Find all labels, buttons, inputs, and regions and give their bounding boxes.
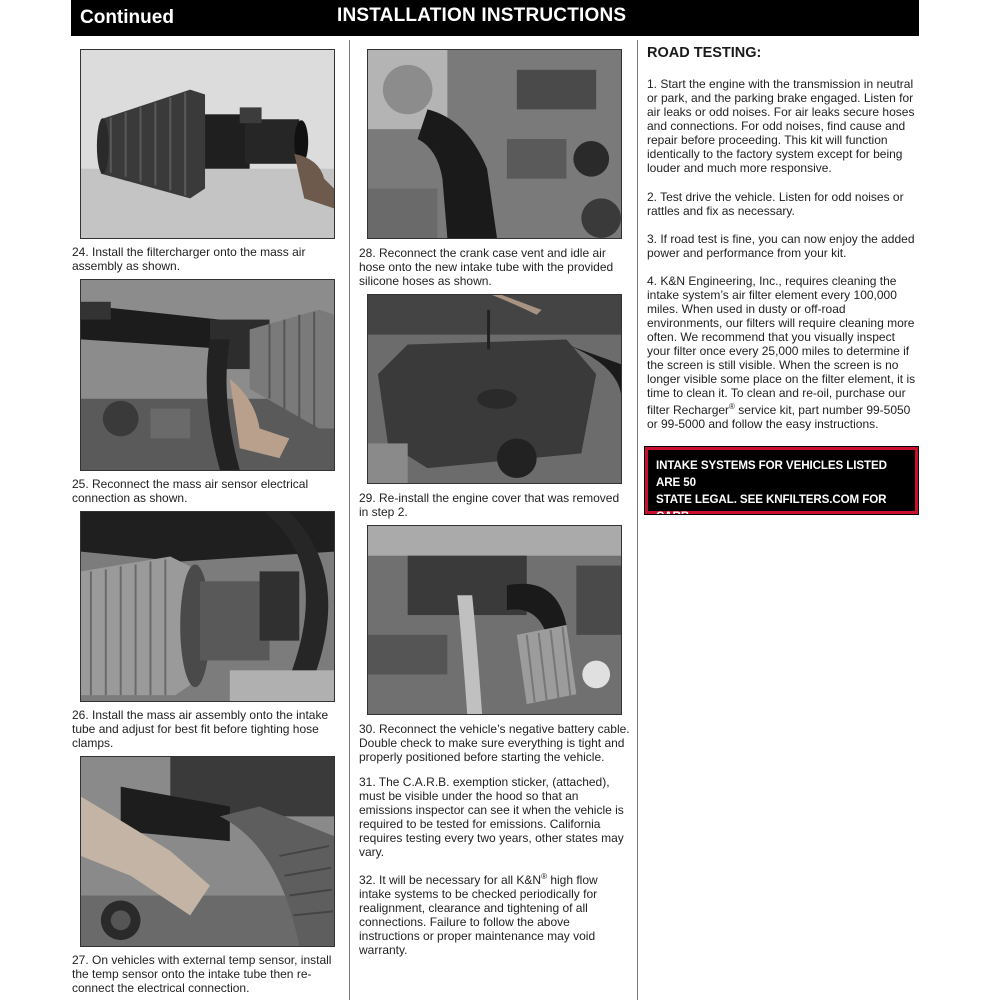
registered-mark: ® [729,402,735,411]
road-testing-step-4-text-a: 4. K&N Engineering, Inc., requires cleaning the intake system’s air filter element every 100,000 miles. When used in dusty or off-road environments, our filters will require cleaning more often. We recommend that you visually inspect your filter once every 25,000 miles to determine if the screen is still visible. When the screen is no longer visible some place on the filter element, it is time to clean it. To clean and re-oil, purchase our filter Recharger [647,274,916,417]
photo-step-30 [367,525,622,715]
page-header [71,0,919,36]
continued-label: Continued [80,7,174,28]
step-32-text-a: 32. It will be necessary for all K&N [359,873,542,887]
road-testing-step-3: 3. If road test is fine, you can now enjoy the added power and performance from your kit. [647,232,915,260]
legal-notice-line-2: STATE LEGAL. SEE KNFILTERS.COM FOR CARB [656,493,887,523]
step-32-caption [359,870,631,957]
step-25-caption: 25. Reconnect the mass air sensor electrical connection as shown. [72,477,309,505]
legal-notice-line-1: INTAKE SYSTEMS FOR VEHICLES LISTED ARE 50 [656,459,887,489]
road-testing-step-2: 2. Test drive the vehicle. Listen for odd noises or rattles and fix as necessary. [647,190,904,218]
step-32-text-b: high flow intake systems to be checked periodically for realignment, clearance and tightening of all connections. Failure to follow the above instructions or proper maintenance may void warranty. [359,873,598,957]
road-testing-step-4 [647,274,919,431]
page-title: INSTALLATION INSTRUCTIONS [337,5,627,26]
photo-step-29 [367,294,622,484]
photo-step-25 [80,279,335,471]
step-28-caption: 28. Reconnect the crank case vent and idle air hose onto the new intake tube with the provided silicone hoses as shown. [359,246,614,288]
legal-notice-line-3: STATUS ON EACH PART FOR A SPECIFIC VEHICLE. [656,527,883,557]
step-30-caption: 30. Reconnect the vehicle’s negative battery cable. Double check to make sure everything is tight and properly positioned before starting the vehicle. [359,722,630,764]
photo-step-26 [80,511,335,702]
legal-notice-box [645,447,918,557]
step-27-caption: 27. On vehicles with external temp sensor, install the temp sensor onto the intake tube then re-connect the electrical connection. [72,953,332,995]
column-divider-right [637,40,638,1000]
road-testing-step-4-text-b: service kit, part number 99-5050 or 99-5000 and follow the easy instructions. [647,403,911,431]
road-testing-title: ROAD TESTING: [647,45,762,61]
photo-step-28 [367,49,622,239]
step-31-caption: 31. The C.A.R.B. exemption sticker, (attached), must be visible under the hood so that an emissions inspector can see it when the vehicle is required to be tested for emissions. California requires testing every two years, other states may vary. [359,775,624,859]
registered-mark: ® [541,872,547,881]
road-testing-step-1: 1. Start the engine with the transmission in neutral or park, and the parking brake engaged. Listen for air leaks or odd noises. For air leaks secure hoses and connections. For odd noises, find cause and repair before proceeding. This kit will function identically to the factory system except for being louder and much more responsive. [647,77,915,175]
photo-step-24 [80,49,335,239]
step-26-caption: 26. Install the mass air assembly onto the intake tube and adjust for best fit before tighting hose clamps. [72,708,329,750]
photo-step-27 [80,756,335,947]
step-24-caption: 24. Install the filtercharger onto the mass air assembly as shown. [72,245,306,273]
column-divider-left [349,40,350,1000]
step-29-caption: 29. Re-install the engine cover that was removed in step 2. [359,491,620,519]
